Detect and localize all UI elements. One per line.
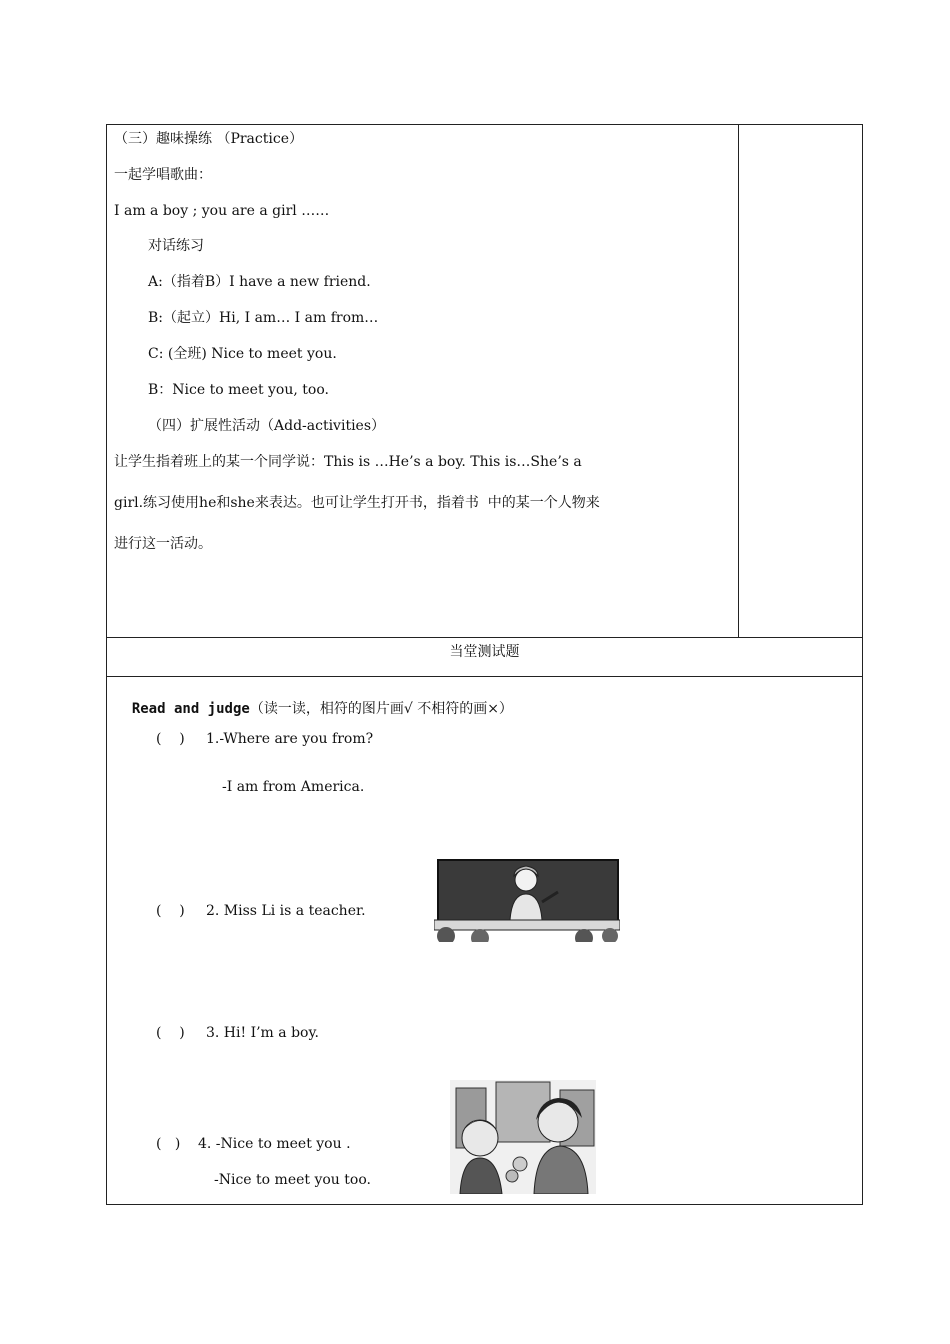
extension-text-line: girl.练习使用he和she来表达。也可让学生打开书，指着书 中的某一个人物来	[114, 495, 600, 511]
extension-heading: （四）扩展性活动（Add-activities）	[148, 418, 386, 434]
dialogue-title: 对话练习	[148, 238, 204, 254]
extension-text-line: 进行这一活动。	[114, 536, 212, 552]
teacher-picture	[434, 858, 620, 942]
extension-text-line: 让学生指着班上的某一个同学说：This is …He’s a boy. This is…She’s a	[114, 454, 582, 470]
question-text: 3. Hi! I’m a boy.	[206, 1025, 319, 1041]
dialogue-line: C: (全班) Nice to meet you.	[148, 346, 337, 362]
answer-paren[interactable]: ( )	[156, 1136, 181, 1152]
question-text: 2. Miss Li is a teacher.	[206, 903, 366, 919]
children-picture	[450, 1080, 596, 1194]
quiz-title: 当堂测试题	[449, 644, 520, 660]
instruction-bold: Read and judge	[131, 701, 250, 717]
dialogue-line: B：Nice to meet you, too.	[148, 382, 329, 398]
question-text-2: -Nice to meet you too.	[214, 1172, 371, 1188]
question-text: 1.-Where are you from?	[206, 731, 374, 747]
instruction-rest: （读一读，相符的图片画√ 不相符的画×）	[249, 701, 513, 717]
quiz-instruction	[114, 682, 513, 736]
answer-paren[interactable]: ( )	[156, 903, 185, 919]
notes-cell	[738, 124, 863, 638]
question-text-2: -I am from America.	[222, 779, 365, 795]
question-text: 4. -Nice to meet you .	[198, 1136, 351, 1152]
dialogue-line: A:（指着B）I have a new friend.	[148, 274, 371, 290]
song-title: 一起学唱歌曲：	[114, 167, 212, 183]
answer-paren[interactable]: ( )	[156, 731, 185, 747]
answer-paren[interactable]: ( )	[156, 1025, 185, 1041]
dialogue-line: B:（起立）Hi, I am… I am from…	[148, 310, 379, 326]
practice-heading: （三）趣味操练 （Practice）	[114, 131, 303, 147]
song-line: I am a boy ; you are a girl ……	[114, 203, 330, 219]
